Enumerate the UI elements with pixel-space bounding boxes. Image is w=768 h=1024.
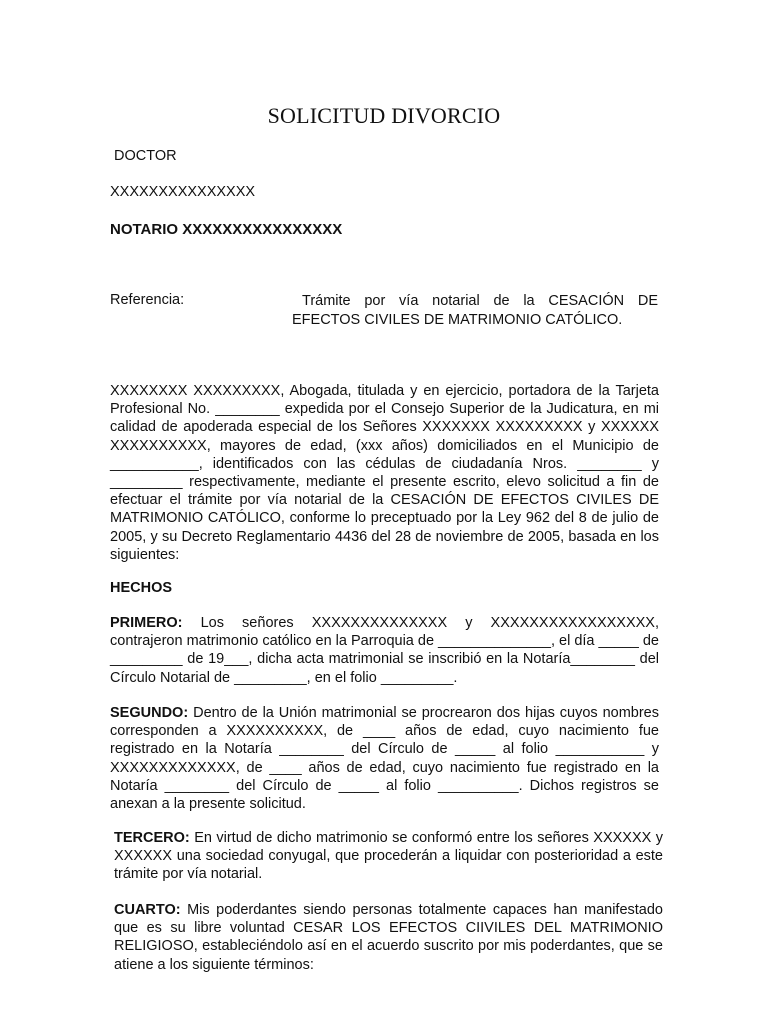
reference-line-2: EFECTOS CIVILES DE MATRIMONIO CATÓLICO.	[292, 312, 623, 328]
intro-paragraph: XXXXXXXX XXXXXXXXX, Abogada, titulada y en ejercicio, portadora de la Tarjeta Profesional No. ________ expedida por el Consejo Superior de la Judicatura, en mi calidad de apoderada especial de los Señores XXXXXXX XXXXXXXXX y XXXXXX XXXXXXXXXX, mayores de edad, (xxx años) domiciliados en el Municipio de ___________, identificados con las cédulas de ciudadanía Nros. ________ y _________ respectivamente, mediante el presente escrito, elevo solicitud a fin de efectuar el trámite por vía notarial de la CESACIÓN DE EFECTOS CIVILES DE MATRIMONIO CATÓLICO, conforme lo preceptuado por la Ley 962 del 8 de julio de 2005, y su Decreto Reglamentario 4436 del 28 de noviembre de 2005, basada en los siguientes:	[110, 383, 659, 563]
hechos-heading: HECHOS	[110, 580, 173, 596]
cuarto-text: Mis poderdantes siendo personas totalmente capaces han manifestado que es su libre voluntad CESAR LOS EFECTOS CIIVILES DEL MATRIMONIO RELIGIOSO, estableciéndolo así en el acuerdo suscrito por mis poderdantes, que se atiene a los siguiente términos:	[114, 902, 663, 973]
notario-heading: NOTARIO XXXXXXXXXXXXXXXX	[110, 221, 343, 238]
addressee-title: DOCTOR	[114, 148, 177, 164]
addressee-name: XXXXXXXXXXXXXXX	[110, 184, 256, 200]
reference-text	[292, 292, 658, 330]
cuarto-label: CUARTO:	[114, 902, 181, 918]
tercero-label: TERCERO:	[114, 830, 190, 846]
segundo-text: Dentro de la Unión matrimonial se procrearon dos hijas cuyos nombres corresponden a XXXXXXXXXX, de ____ años de edad, cuyo nacimiento fue registrado en la Notaría ________ del Círculo de _____ al folio ___________ y XXXXXXXXXXXXX, de ____ años de edad, cuyo nacimiento fue registrado en la Notaría ________ del Círculo de _____ al folio __________. Dichos registros se anexan a la presente solicitud.	[110, 705, 659, 813]
primero-text: Los señores XXXXXXXXXXXXXX y XXXXXXXXXXXXXXXXX, contrajeron matrimonio católico en la Parroquia de ______________, el día _____ de _________ de 19___, dicha acta matrimonial se inscribió en la Notaría________ del Círculo Notarial de _________, en el folio _________.	[110, 615, 660, 686]
segundo-label: SEGUNDO:	[110, 705, 189, 721]
primero-label: PRIMERO:	[110, 615, 183, 631]
tercero-text: En virtud de dicho matrimonio se conformó entre los señores XXXXXX y XXXXXX una sociedad conyugal, que procederán a liquidar con posterioridad a este trámite por vía notarial.	[114, 830, 663, 883]
document-title: SOLICITUD DIVORCIO	[267, 103, 501, 128]
tercero-paragraph	[110, 829, 663, 884]
cuarto-paragraph	[110, 901, 663, 974]
reference-line-1: Trámite por vía notarial de la CESACIÓN DE	[302, 293, 658, 309]
segundo-paragraph	[110, 704, 659, 813]
primero-paragraph	[110, 614, 659, 687]
reference-label: Referencia:	[110, 292, 185, 308]
